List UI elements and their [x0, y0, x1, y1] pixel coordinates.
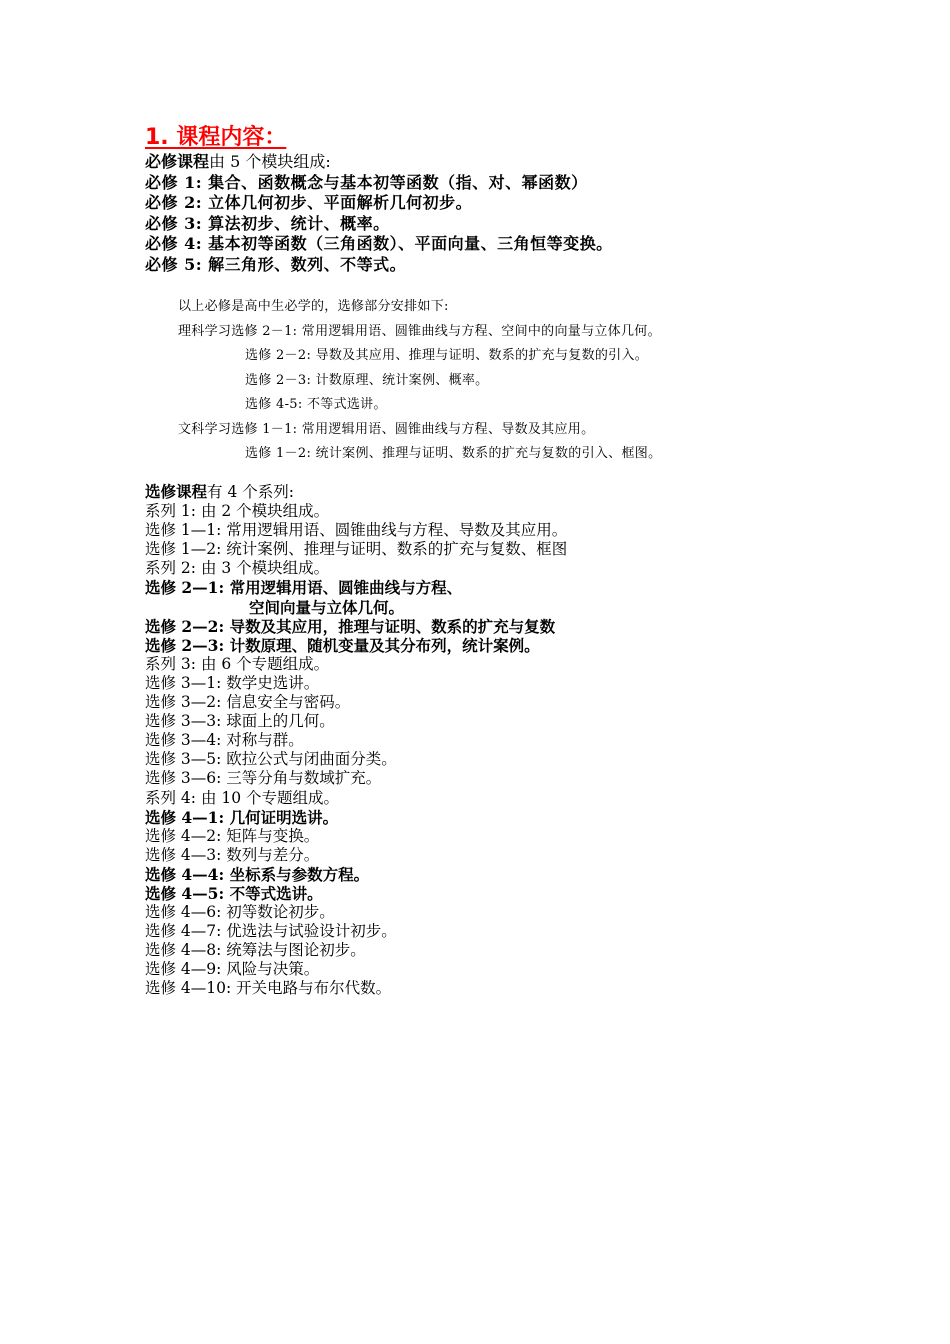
required-intro — [145, 152, 613, 173]
elective-4-3: 选修 4—3: 数列与差分。 — [145, 845, 320, 864]
elective-1-1: 选修 1—1: 常用逻辑用语、圆锥曲线与方程、导数及其应用。 — [145, 521, 568, 540]
series-2-header: 系列 2: 由 3 个模块组成。 — [145, 559, 330, 578]
elective-2-1-continued: 空间向量与立体几何。 — [249, 597, 405, 617]
series-1-header: 系列 1: 由 2 个模块组成。 — [145, 502, 330, 521]
required-courses — [145, 152, 613, 275]
arrangement-intro: 以上必修是高中生必学的，选修部分安排如下: — [178, 299, 449, 314]
elective-4-7: 选修 4—7: 优选法与试验设计初步。 — [145, 922, 397, 941]
required-module-3: 必修 3: 算法初步、统计、概率。 — [145, 213, 390, 233]
elective-2-3: 选修 2—3: 计数原理、随机变量及其分布列，统计案例。 — [145, 635, 540, 655]
science-track-line-4: 选修 4-5: 不等式选讲。 — [245, 397, 387, 412]
elective-intro — [145, 482, 567, 502]
science-track-line-1: 理科学习选修 2－1: 常用逻辑用语、圆锥曲线与方程、空间中的向量与立体几何。 — [178, 323, 661, 339]
elective-4-8: 选修 4—8: 统筹法与图论初步。 — [145, 941, 366, 960]
section-title: 1. 课程内容： — [145, 125, 287, 150]
elective-4-4: 选修 4—4: 坐标系与参数方程。 — [145, 864, 370, 884]
elective-3-5: 选修 3—5: 欧拉公式与闭曲面分类。 — [145, 750, 397, 769]
elective-3-1: 选修 3—1: 数学史选讲。 — [145, 673, 320, 692]
elective-1-2: 选修 1—2: 统计案例、推理与证明、数系的扩充与复数、框图 — [145, 540, 568, 559]
science-track-line-3: 选修 2－3: 计数原理、统计案例、概率。 — [245, 372, 489, 388]
required-module-1: 必修 1: 集合、函数概念与基本初等函数（指、对、幂函数） — [145, 172, 588, 192]
elective-intro-text: 有 4 个系列: — [207, 483, 294, 501]
elective-3-3: 选修 3—3: 球面上的几何。 — [145, 712, 335, 731]
elective-intro-bold: 选修课程 — [145, 482, 208, 501]
elective-4-6: 选修 4—6: 初等数论初步。 — [145, 903, 335, 922]
elective-arrangement — [178, 295, 661, 467]
series-3-header: 系列 3: 由 6 个专题组成。 — [145, 654, 330, 673]
elective-4-9: 选修 4—9: 风险与决策。 — [145, 960, 320, 979]
elective-2-1: 选修 2—1: 常用逻辑用语、圆锥曲线与方程、 — [145, 578, 463, 598]
required-intro-bold: 必修课程 — [145, 152, 210, 171]
science-track-line-2: 选修 2－2: 导数及其应用、推理与证明、数系的扩充与复数的引入。 — [245, 348, 649, 363]
elective-4-10: 选修 4—10: 开关电路与布尔代数。 — [145, 979, 392, 998]
arts-track-line-1: 文科学习选修 1－1: 常用逻辑用语、圆锥曲线与方程、导数及其应用。 — [178, 421, 595, 437]
required-module-4: 必修 4: 基本初等函数（三角函数）、平面向量、三角恒等变换。 — [145, 234, 613, 253]
elective-courses — [145, 482, 567, 999]
series-4-header: 系列 4: 由 10 个专题组成。 — [145, 788, 340, 807]
elective-3-4: 选修 3—4: 对称与群。 — [145, 731, 304, 750]
required-intro-text: 由 5 个模块组成: — [209, 152, 331, 171]
arts-track-line-2: 选修 1－2: 统计案例、推理与证明、数系的扩充与复数的引入、框图。 — [245, 446, 662, 461]
elective-4-1: 选修 4—1: 几何证明选讲。 — [145, 807, 339, 827]
required-module-5: 必修 5: 解三角形、数列、不等式。 — [145, 254, 407, 274]
elective-4-5: 选修 4—5: 不等式选讲。 — [145, 883, 323, 903]
elective-3-2: 选修 3—2: 信息安全与密码。 — [145, 693, 351, 712]
elective-3-6: 选修 3—6: 三等分角与数域扩充。 — [145, 769, 382, 788]
required-module-2: 必修 2: 立体几何初步、平面解析几何初步。 — [145, 193, 473, 212]
elective-4-2: 选修 4—2: 矩阵与变换。 — [145, 826, 320, 845]
elective-2-2: 选修 2—2: 导数及其应用，推理与证明、数系的扩充与复数 — [145, 616, 556, 636]
